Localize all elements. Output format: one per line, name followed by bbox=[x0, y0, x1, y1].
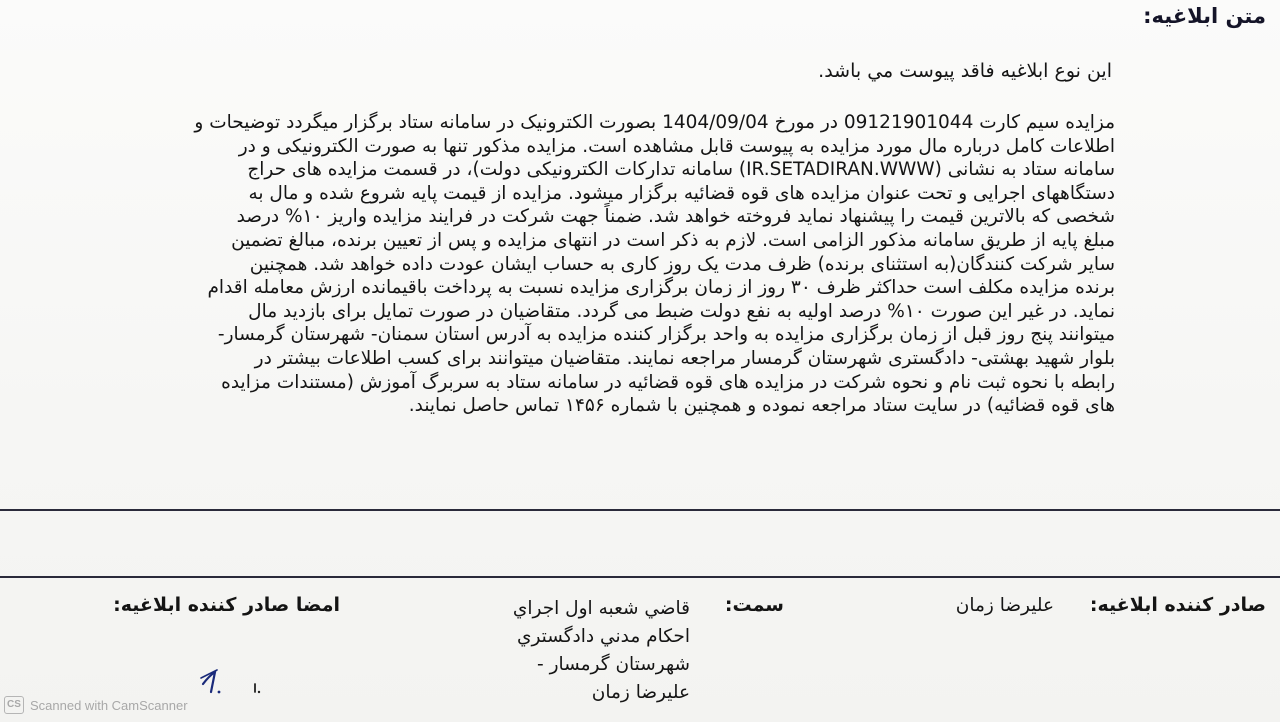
camscanner-logo-icon: CS bbox=[4, 696, 24, 714]
position-value bbox=[513, 595, 690, 707]
body-line: های قوه قضائیه) در سایت ستاد مراجعه نموده و همچنین با شماره ۱۴۵۶ تماس حاصل نمایند. bbox=[408, 395, 1115, 417]
position-line: قاضي شعبه اول اجراي bbox=[512, 598, 690, 619]
watermark-text: Scanned with CamScanner bbox=[30, 697, 188, 713]
attachment-notice: این نوع ابلاغیه فاقد پیوست مي باشد. bbox=[818, 60, 1112, 82]
position-label: سمت: bbox=[724, 594, 784, 616]
signature-label: امضا صادر کننده ابلاغیه: bbox=[113, 594, 340, 616]
body-line: اطلاعات کامل درباره مال مورد مزایده به پیوست قابل مشاهده است. مزایده مذکور تنها به صورت الکترونیکی و در bbox=[238, 135, 1115, 157]
body-line: نماید. در غیر این صورت ۱۰% درصد اولیه به نفع دولت ضبط می گردد. متقاضیان در صورت تمایل برای بازدید مال bbox=[248, 300, 1115, 322]
position-line: علیرضا زمان bbox=[591, 682, 690, 703]
issuer-label: صادر کننده ابلاغیه: bbox=[1089, 594, 1266, 616]
position-line: شهرستان گرمسار - bbox=[537, 654, 690, 675]
body-line: مزایده سیم کارت 09121901044 در مورخ 1404/09/04 بصورت الکترونیک در سامانه ستاد برگزار میگردد توضیحات و bbox=[194, 112, 1115, 133]
divider-line bbox=[0, 509, 1280, 511]
divider-line bbox=[0, 576, 1280, 578]
position-line: احکام مدني دادگستري bbox=[516, 626, 690, 647]
notice-text-heading: متن ابلاغیه: bbox=[1143, 4, 1266, 28]
handwritten-signature-icon bbox=[195, 662, 265, 702]
body-line: برنده مزایده مکلف است حداکثر ظرف ۳۰ روز از زمان برگزاری مزایده نسبت به پرداخت باقیمانده ارزش معامله اقدام bbox=[207, 277, 1115, 299]
camscanner-watermark bbox=[4, 695, 188, 715]
body-line: شخصی که بالاترین قیمت را پیشنهاد نماید فروخته خواهد شد. ضمناً جهت شرکت در فرایند مزایده واریز ۱۰% درصد bbox=[236, 206, 1115, 228]
body-line: مبلغ پایه از طریق سامانه مذکور الزامی است. لازم به ذکر است در انتهای مزایده و پس از تعیین برنده، مبالغ تضمین bbox=[231, 229, 1115, 251]
body-line: رابطه با نحوه ثبت نام و نحوه شرکت در مزایده های قوه قضائیه در سامانه ستاد به سربرگ آموزش (مستندات مزایده bbox=[221, 371, 1115, 393]
body-line: دستگاههای اجرایی و تحت عنوان مزایده های قوه قضائیه برگزار میشود. مزایده از قیمت پایه شروع شده و مال به bbox=[248, 182, 1115, 204]
body-line: سایر شرکت کنندگان(به استثنای برنده) ظرف مدت یک روز کاری به حساب ایشان عودت داده خواهد شد. همچنین bbox=[249, 253, 1115, 275]
body-line: میتوانند پنج روز قبل از زمان برگزاری مزایده به واحد برگزار کننده مزایده به آدرس استان سمنان- شهرستان گرمسار- bbox=[217, 324, 1115, 346]
issuer-name: علیرضا زمان bbox=[955, 595, 1054, 616]
notice-body bbox=[0, 111, 1115, 418]
body-line: بلوار شهید بهشتی- دادگستری شهرستان گرمسار مراجعه نمایند. متقاضیان میتوانند برای کسب اطلاعات بیشتر در bbox=[254, 347, 1115, 369]
body-line: سامانه ستاد به نشانی (IR.SETADIRAN.WWW) سامانه تدارکات الکترونیکی دولت)، در قسمت مزایده های حراج bbox=[247, 159, 1115, 181]
